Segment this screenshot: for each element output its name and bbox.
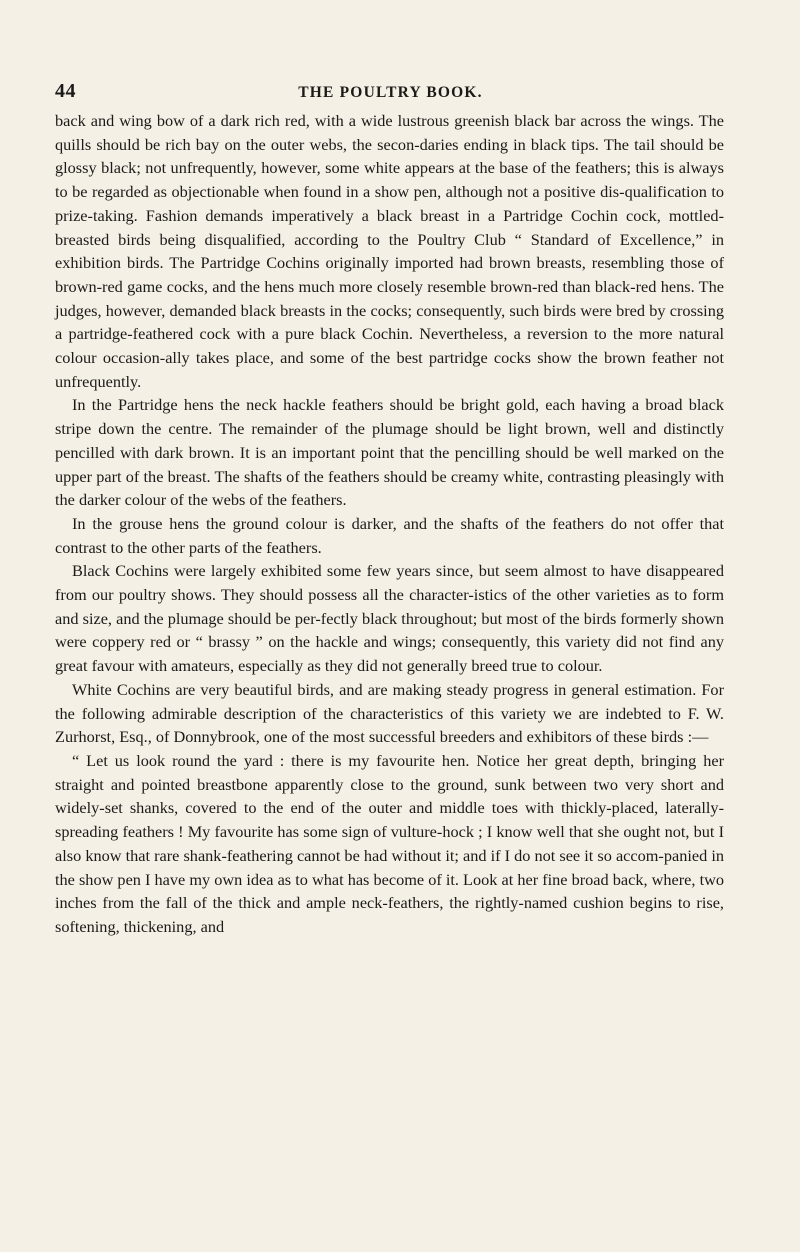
paragraph: back and wing bow of a dark rich red, with a wide lustrous greenish black bar across the wings. The quills should be rich bay on the outer webs, the secon-daries ending in black tips. The tail should be glossy black; not unfrequently, however, some white appears at the base of the feathers; this is always to be regarded as objectionable when found in a show pen, although not a positive dis-qualification to prize-taking. Fashion demands imperatively a black breast in a Partridge Cochin cock, mottled-breasted birds being disqualified, according to the Poultry Club “ Standard of Excellence,” in exhibition birds. The Partridge Cochins originally imported had brown breasts, resembling those of brown-red game cocks, and the hens much more closely resemble brown-red than black-red hens. The judges, however, demanded black breasts in the cocks; consequently, such birds were bred by crossing a partridge-feathered cock with a pure black Cochin. Nevertheless, a reversion to the more natural colour occasion-ally takes place, and some of the best partridge cocks show the brown feather not unfrequently. (55, 111, 724, 391)
paragraph: White Cochins are very beautiful birds, and are making steady progress in general estimation. For the following admirable description of the characteristics of this variety we are indebted to F. W. Zurhorst, Esq., of Donnybrook, one of the most successful breeders and exhibitors of these birds :— (55, 679, 724, 747)
page-header (55, 80, 726, 110)
paragraph: Black Cochins were largely exhibited some few years since, but seem almost to have disappeared from our poultry shows. They should possess all the character-istics of the other varieties as to form and size, and the plumage should be per-fectly black throughout; but most of the birds formerly shown were coppery red or “ brassy ” on the hackle and wings; consequently, this variety did not find any great favour with amateurs, especially as they did not generally breed true to colour. (55, 561, 724, 676)
body-text (55, 109, 724, 939)
running-head: THE POULTRY BOOK. (298, 84, 483, 101)
paragraph: In the Partridge hens the neck hackle feathers should be bright gold, each having a broad black stripe down the centre. The remainder of the plumage should be light brown, well and distinctly pencilled with dark brown. It is an important point that the pencilling should be well marked on the upper part of the breast. The shafts of the feathers should be creamy white, contrasting pleasingly with the darker colour of the webs of the feathers. (55, 395, 724, 510)
paragraph: “ Let us look round the yard : there is my favourite hen. Notice her great depth, bringing her straight and pointed breastbone apparently close to the ground, sunk between two very short and widely-set shanks, covered to the end of the outer and middle toes with thickly-placed, laterally-spreading feathers ! My favourite has some sign of vulture-hock ; I know well that she ought not, but I also know that rare shank-feathering cannot be had without it; and if I do not see it so accom-panied in the show pen I have my own idea as to what has become of it. Look at her fine broad back, where, two inches from the fall of the thick and ample neck-feathers, the rightly-named cushion begins to rise, softening, thickening, and (55, 750, 724, 936)
page-number: 44 (55, 80, 76, 102)
paragraph: In the grouse hens the ground colour is darker, and the shafts of the feathers do not offer that contrast to the other parts of the feathers. (55, 513, 724, 557)
